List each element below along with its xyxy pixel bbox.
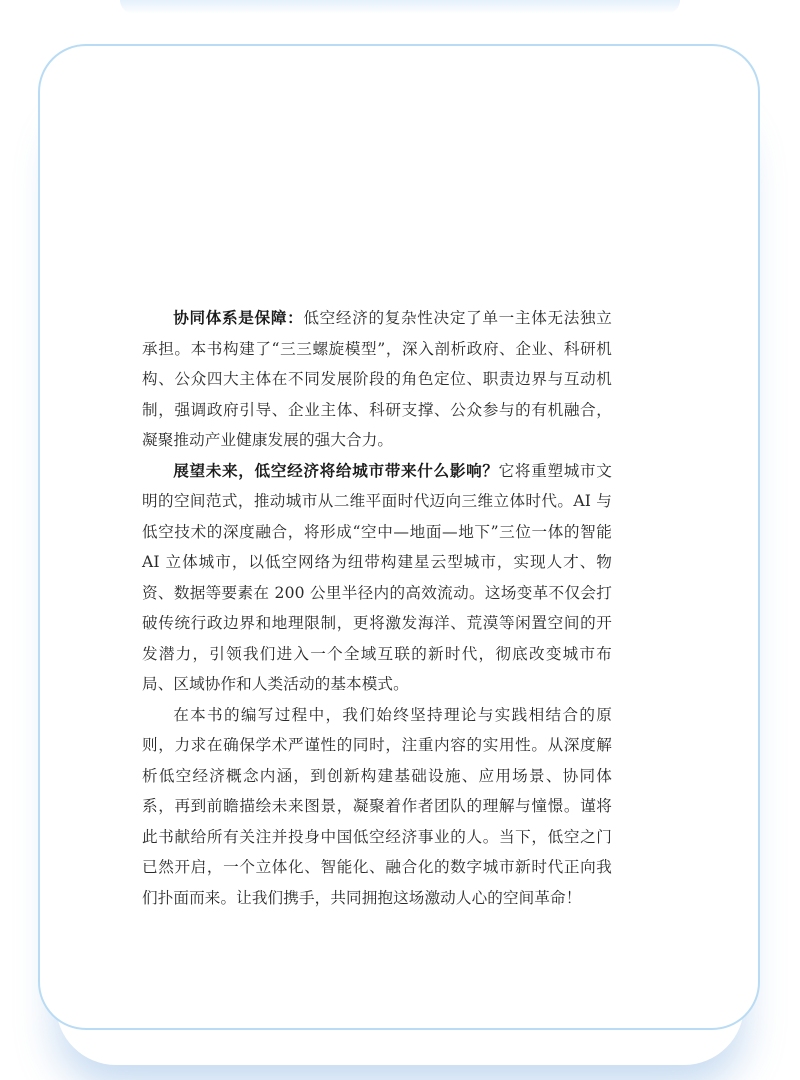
paragraph-future: [142, 456, 612, 700]
body-text: [142, 303, 612, 913]
paragraph-closing: [142, 700, 612, 914]
paragraph-lead: 展望未来，低空经济将给城市带来什么影响？: [173, 460, 499, 480]
paragraph-text: 低空经济的复杂性决定了单一主体无法独立承担。本书构建了“三三螺旋模型”，深入剖析政府、企业、科研机构、公众四大主体在不同发展阶段的角色定位、职责边界与互动机制，强调政府引导、企业主体、科研支撑、公众参与的有机融合，凝聚推动产业健康发展的强大合力。: [142, 309, 612, 449]
paragraph-text: 它将重塑城市文明的空间范式，推动城市从二维平面时代迈向三维立体时代。AI 与低空技术的深度融合，将形成“空中—地面—地下”三位一体的智能 AI 立体城市，以低空网络为纽带构建星云型城市，实现人才、物资、数据等要素在 200 公里半径内的高效流动。这场变革不仅会打破传统行政边界和地理限制，更将激发海洋、荒漠等闲置空间的开发潜力，引领我们进入一个全域互联的新时代，彻底改变城市布局、区域协作和人类活动的基本模式。: [142, 461, 612, 693]
top-glow-decoration: [120, 0, 680, 14]
paragraph-text: 在本书的编写过程中，我们始终坚持理论与实践相结合的原则，力求在确保学术严谨性的同时，注重内容的实用性。从深度解析低空经济概念内涵，到创新构建基础设施、应用场景、协同体系，再到前瞻描绘未来图景，凝聚着作者团队的理解与憧憬。谨将此书献给所有关注并投身中国低空经济事业的人。当下，低空之门已然开启，一个立体化、智能化、融合化的数字城市新时代正向我们扑面而来。让我们携手，共同拥抱这场激动人心的空间革命！: [142, 705, 612, 907]
paragraph-lead: 协同体系是保障：: [173, 308, 304, 327]
paragraph-collaboration: [142, 303, 612, 456]
